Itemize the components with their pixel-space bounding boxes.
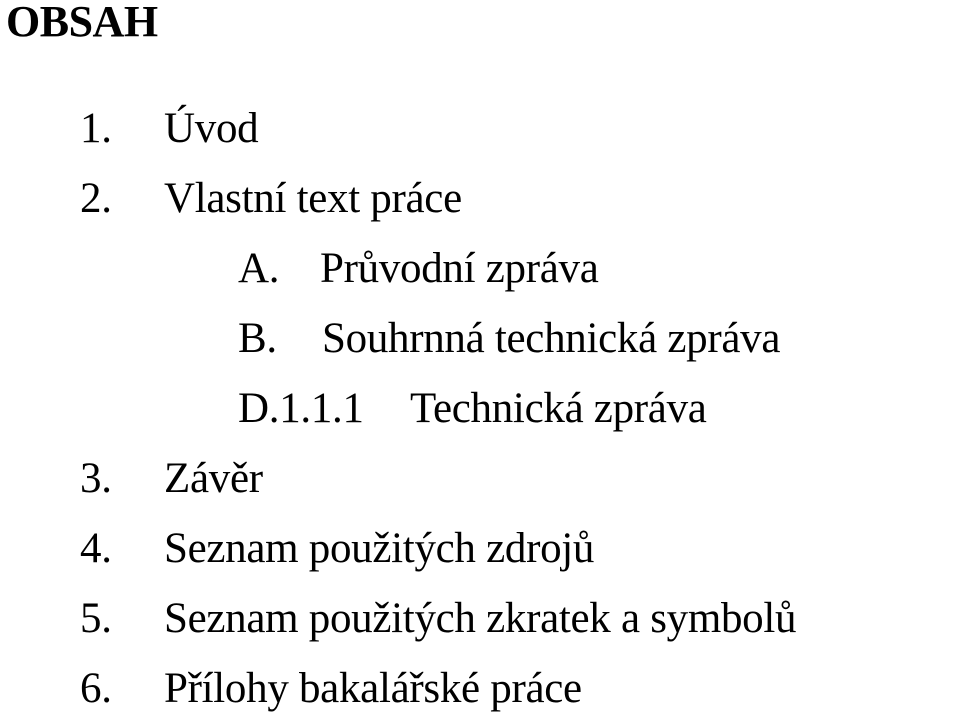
toc-entry-text: Průvodní zpráva: [320, 245, 599, 292]
page-title: OBSAH: [6, 0, 158, 46]
toc-entry-text: Souhrnná technická zpráva: [322, 315, 781, 362]
toc-entry-number: 5.: [80, 595, 112, 642]
toc-entry-number: 4.: [80, 525, 112, 572]
toc-entry-4: [80, 524, 840, 574]
toc-entry-number: 2.: [80, 175, 112, 222]
toc-entry-2: [80, 174, 640, 224]
toc-entry-number: A.: [238, 245, 280, 292]
toc-entry-number: B.: [238, 315, 277, 362]
toc-entry-3: [80, 454, 480, 504]
toc-entry-5: [80, 594, 958, 644]
toc-entry-number: 6.: [80, 665, 112, 712]
toc-entry-d111: [238, 384, 938, 434]
toc-entry-text: Seznam použitých zkratek a symbolů: [164, 595, 797, 642]
toc-entry-text: Seznam použitých zdrojů: [164, 525, 595, 572]
toc-entry-number: 3.: [80, 455, 112, 502]
toc-entry-text: Vlastní text práce: [164, 175, 462, 222]
toc-entry-number: 1.: [80, 105, 112, 152]
toc-entry-number: D.1.1.1: [238, 385, 364, 432]
toc-entry-1: [80, 104, 480, 154]
toc-entry-6: [80, 664, 840, 714]
toc-entry-text: Závěr: [164, 455, 263, 502]
toc-entry-2a: [238, 244, 798, 294]
toc-entry-text: Technická zpráva: [410, 385, 707, 432]
toc-entry-2b: [238, 314, 938, 364]
toc-entry-text: Přílohy bakalářské práce: [164, 665, 582, 712]
toc-entry-text: Úvod: [164, 105, 259, 152]
